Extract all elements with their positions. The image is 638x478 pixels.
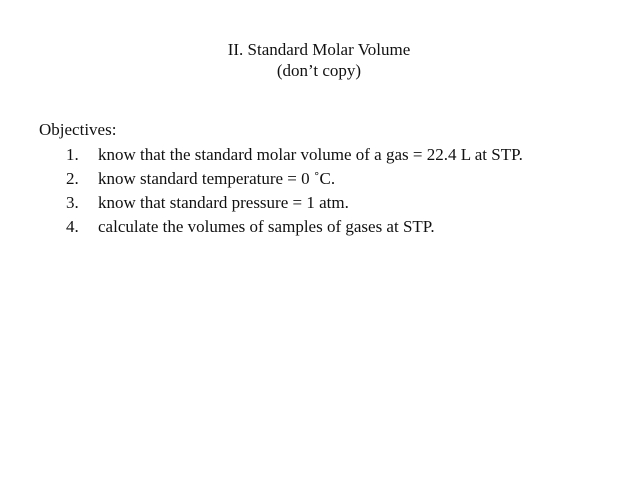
objective-text: know that standard pressure = 1 atm.	[98, 193, 349, 212]
objectives-heading: Objectives:	[39, 120, 117, 139]
objective-text: know standard temperature = 0 ˚C.	[98, 169, 336, 188]
objective-number: 1.	[66, 145, 79, 164]
objective-text: calculate the volumes of samples of gases at STP.	[98, 217, 435, 236]
title-line-1: II. Standard Molar Volume	[227, 40, 411, 59]
title-line-2: (don’t copy)	[276, 61, 362, 80]
slide-title	[0, 39, 638, 81]
objective-number: 2.	[66, 169, 79, 188]
objective-number: 3.	[66, 193, 79, 212]
objective-number: 4.	[66, 217, 79, 236]
objective-text: know that the standard molar volume of a gas = 22.4 L at STP.	[98, 145, 523, 164]
